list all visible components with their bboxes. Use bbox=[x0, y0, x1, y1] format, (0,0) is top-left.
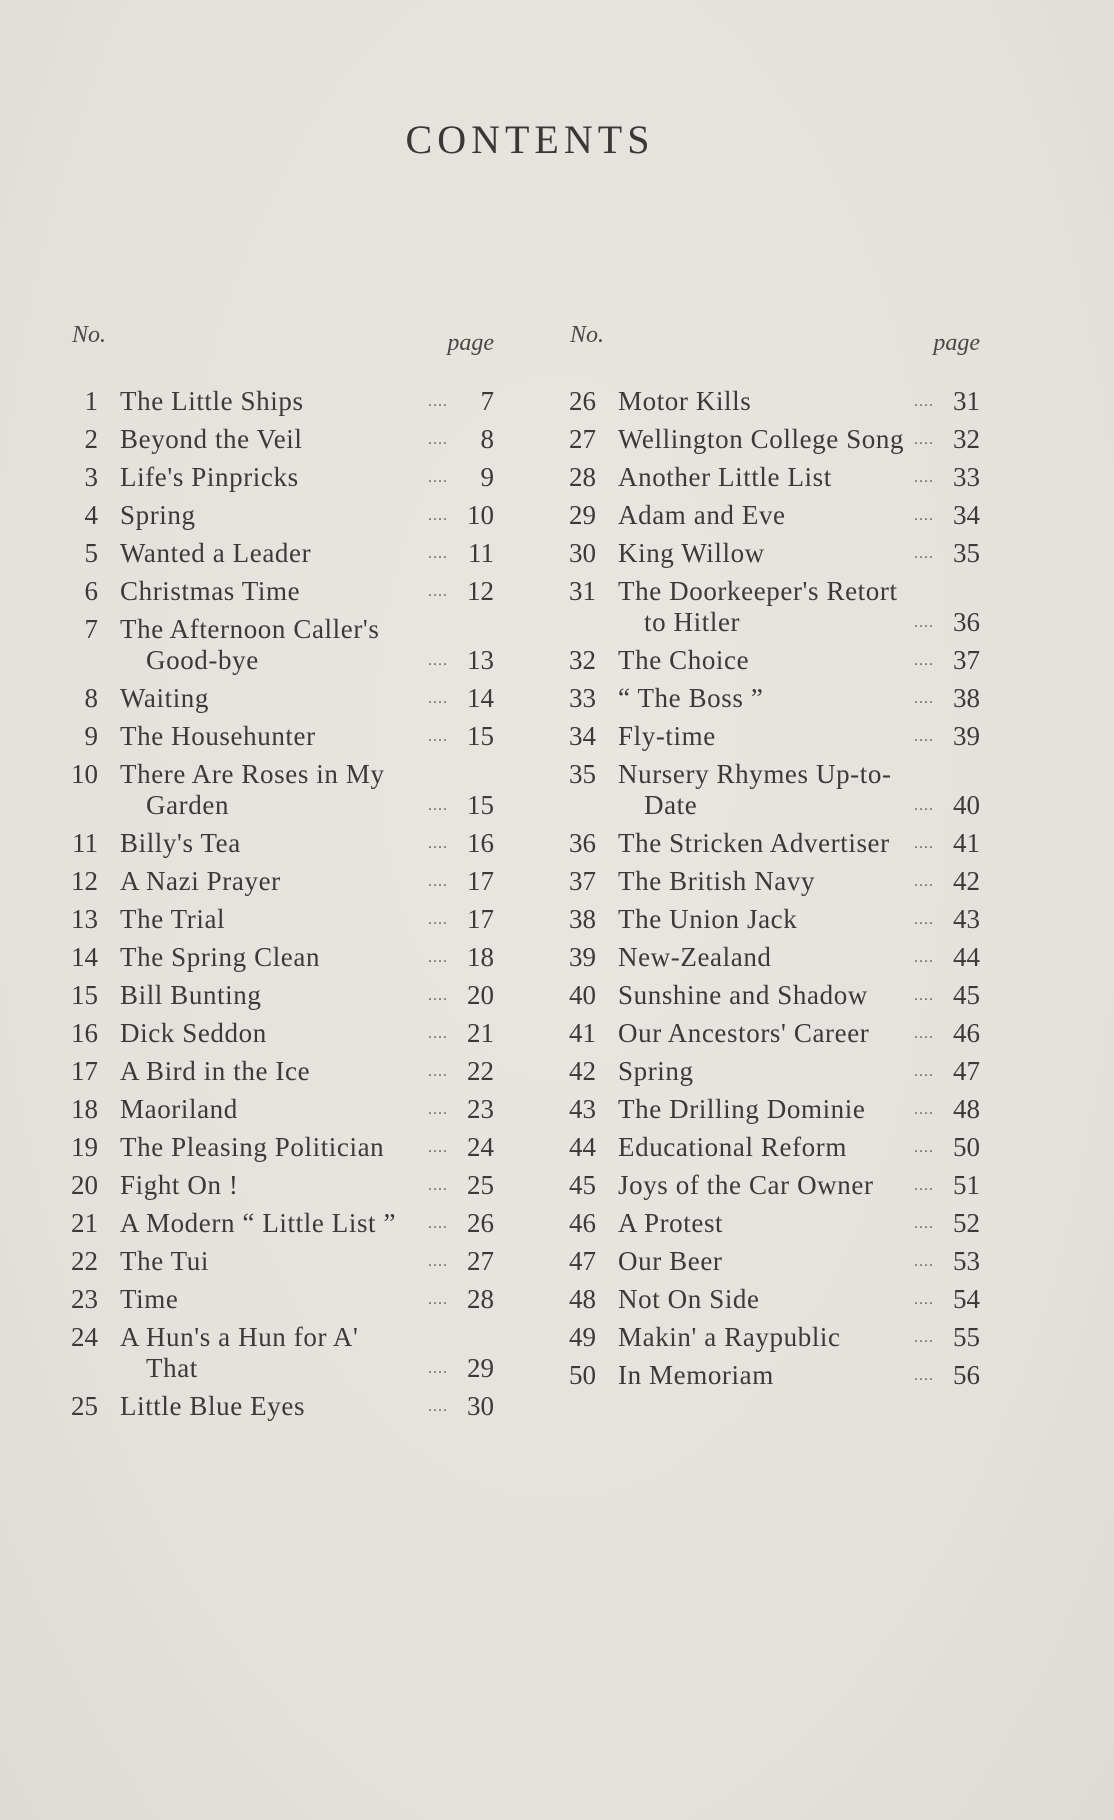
entry-title: New-Zealand bbox=[618, 942, 772, 972]
entry-title: Spring bbox=[618, 1056, 694, 1086]
entry-number: 12 bbox=[71, 866, 98, 896]
entry-number: 27 bbox=[569, 424, 596, 454]
entry-number: 45 bbox=[569, 1170, 596, 1200]
entry-number: 41 bbox=[569, 1018, 596, 1048]
entry-number: 28 bbox=[569, 462, 596, 492]
entry-title: The Househunter bbox=[120, 721, 316, 751]
entry-number: 18 bbox=[71, 1094, 98, 1124]
entry-number: 9 bbox=[84, 721, 98, 751]
leader-dots: .... bbox=[914, 1177, 934, 1194]
entry-title-continuation: to Hitler bbox=[644, 607, 741, 637]
entry-title-continuation: Date bbox=[644, 790, 698, 820]
contents-entry bbox=[58, 614, 494, 676]
contents-entry bbox=[58, 462, 494, 493]
contents-entry bbox=[556, 683, 980, 714]
leader-dots: .... bbox=[428, 1398, 448, 1415]
entry-page-number: 29 bbox=[467, 1353, 494, 1383]
entry-number: 47 bbox=[569, 1246, 596, 1276]
leader-dots: .... bbox=[914, 1101, 934, 1118]
page-title: CONTENTS bbox=[405, 117, 655, 162]
entry-title: Fight On ! bbox=[120, 1170, 239, 1200]
entry-page-number: 17 bbox=[467, 904, 494, 934]
entry-title: Wellington College Song bbox=[618, 424, 905, 454]
entry-page-number: 43 bbox=[953, 904, 980, 934]
entry-number: 5 bbox=[84, 538, 98, 568]
contents-column-right bbox=[556, 318, 980, 1398]
contents-entry bbox=[556, 1132, 980, 1163]
entry-number: 21 bbox=[71, 1208, 98, 1238]
entry-page-number: 12 bbox=[467, 576, 494, 606]
contents-entry bbox=[556, 500, 980, 531]
leader-dots: .... bbox=[428, 690, 448, 707]
contents-entry bbox=[556, 1018, 980, 1049]
contents-entry bbox=[556, 462, 980, 493]
entry-number: 4 bbox=[84, 500, 98, 530]
entry-title: Little Blue Eyes bbox=[120, 1391, 306, 1421]
contents-entry bbox=[556, 942, 980, 973]
entry-number: 7 bbox=[84, 614, 98, 644]
entry-number: 46 bbox=[569, 1208, 596, 1238]
entry-title-continuation: Good-bye bbox=[146, 645, 259, 675]
leader-dots: .... bbox=[914, 1025, 934, 1042]
entry-number: 24 bbox=[71, 1322, 98, 1352]
leader-dots: .... bbox=[914, 1253, 934, 1270]
entry-title: Dick Seddon bbox=[120, 1018, 267, 1048]
entry-page-number: 45 bbox=[953, 980, 980, 1010]
contents-entry bbox=[58, 683, 494, 714]
leader-dots: .... bbox=[428, 431, 448, 448]
contents-entry bbox=[556, 904, 980, 935]
leader-dots: .... bbox=[428, 1139, 448, 1156]
contents-entry bbox=[556, 1094, 980, 1125]
contents-entry bbox=[58, 1391, 494, 1422]
entry-title: A Hun's a Hun for A' bbox=[120, 1322, 359, 1352]
contents-entry bbox=[58, 942, 494, 973]
leader-dots: .... bbox=[428, 652, 448, 669]
entry-title: Motor Kills bbox=[618, 386, 752, 416]
entry-title: The Stricken Advertiser bbox=[618, 828, 890, 858]
entry-number: 44 bbox=[569, 1132, 596, 1162]
leader-dots: .... bbox=[428, 873, 448, 890]
leader-dots: .... bbox=[428, 1253, 448, 1270]
contents-entry bbox=[58, 1056, 494, 1087]
contents-entry bbox=[556, 386, 980, 417]
entry-number: 13 bbox=[71, 904, 98, 934]
entry-page-number: 34 bbox=[953, 500, 980, 530]
entry-title: The British Navy bbox=[618, 866, 816, 896]
entry-title: Life's Pinpricks bbox=[120, 462, 299, 492]
entry-number: 25 bbox=[71, 1391, 98, 1421]
leader-dots: .... bbox=[428, 911, 448, 928]
entry-number: 6 bbox=[84, 576, 98, 606]
entry-title: There Are Roses in My bbox=[120, 759, 385, 789]
entry-number: 2 bbox=[84, 424, 98, 454]
leader-dots: .... bbox=[914, 614, 934, 631]
entry-number: 1 bbox=[84, 386, 98, 416]
entry-title: Makin' a Raypublic bbox=[618, 1322, 841, 1352]
contents-entry bbox=[58, 721, 494, 752]
leader-dots: .... bbox=[914, 1215, 934, 1232]
page-header: page bbox=[933, 330, 980, 356]
contents-entry bbox=[58, 828, 494, 859]
entry-title: Adam and Eve bbox=[618, 500, 786, 530]
entry-title: Spring bbox=[120, 500, 196, 530]
no-header: No. bbox=[72, 322, 107, 348]
leader-dots: .... bbox=[428, 1177, 448, 1194]
entry-title: Time bbox=[120, 1284, 179, 1314]
entry-number: 48 bbox=[569, 1284, 596, 1314]
entry-number: 43 bbox=[569, 1094, 596, 1124]
leader-dots: .... bbox=[914, 1139, 934, 1156]
contents-entry bbox=[58, 1322, 494, 1384]
contents-entry bbox=[58, 1170, 494, 1201]
entry-title: Sunshine and Shadow bbox=[618, 980, 868, 1010]
leader-dots: .... bbox=[914, 1329, 934, 1346]
leader-dots: .... bbox=[914, 545, 934, 562]
leader-dots: .... bbox=[914, 1367, 934, 1384]
leader-dots: .... bbox=[914, 469, 934, 486]
leader-dots: .... bbox=[914, 873, 934, 890]
entry-number: 36 bbox=[569, 828, 596, 858]
entry-page-number: 48 bbox=[953, 1094, 980, 1124]
entry-title: The Choice bbox=[618, 645, 750, 675]
entry-page-number: 52 bbox=[953, 1208, 980, 1238]
contents-entry bbox=[556, 759, 980, 821]
entry-page-number: 42 bbox=[953, 866, 980, 896]
entry-page-number: 44 bbox=[953, 942, 980, 972]
entry-title: Educational Reform bbox=[618, 1132, 847, 1162]
entry-number: 38 bbox=[569, 904, 596, 934]
entry-list bbox=[556, 386, 980, 1391]
entry-number: 16 bbox=[71, 1018, 98, 1048]
entry-number: 33 bbox=[569, 683, 596, 713]
entry-title: Our Beer bbox=[618, 1246, 723, 1276]
leader-dots: .... bbox=[914, 431, 934, 448]
entry-title: Maoriland bbox=[120, 1094, 238, 1124]
contents-column-left bbox=[58, 318, 494, 1429]
column-header bbox=[58, 318, 494, 386]
contents-entry bbox=[58, 500, 494, 531]
entry-number: 3 bbox=[84, 462, 98, 492]
entry-number: 15 bbox=[71, 980, 98, 1010]
leader-dots: .... bbox=[428, 987, 448, 1004]
entry-number: 40 bbox=[569, 980, 596, 1010]
contents-entry bbox=[58, 538, 494, 569]
entry-number: 31 bbox=[569, 576, 596, 606]
entry-number: 42 bbox=[569, 1056, 596, 1086]
entry-number: 22 bbox=[71, 1246, 98, 1276]
entry-number: 8 bbox=[84, 683, 98, 713]
leader-dots: .... bbox=[914, 1291, 934, 1308]
entry-page-number: 13 bbox=[467, 645, 494, 675]
entry-number: 30 bbox=[569, 538, 596, 568]
entry-page-number: 9 bbox=[480, 462, 494, 492]
entry-page-number: 39 bbox=[953, 721, 980, 751]
contents-entry bbox=[556, 1170, 980, 1201]
entry-page-number: 17 bbox=[467, 866, 494, 896]
leader-dots: .... bbox=[428, 949, 448, 966]
contents-entry bbox=[556, 721, 980, 752]
leader-dots: .... bbox=[914, 797, 934, 814]
entry-page-number: 10 bbox=[467, 500, 494, 530]
entry-page-number: 35 bbox=[953, 538, 980, 568]
contents-entry bbox=[58, 866, 494, 897]
leader-dots: .... bbox=[428, 835, 448, 852]
leader-dots: .... bbox=[428, 1101, 448, 1118]
entry-page-number: 53 bbox=[953, 1246, 980, 1276]
entry-title: Not On Side bbox=[618, 1284, 760, 1314]
contents-entry bbox=[556, 576, 980, 638]
entry-number: 20 bbox=[71, 1170, 98, 1200]
entry-title: The Spring Clean bbox=[120, 942, 321, 972]
contents-entry bbox=[556, 645, 980, 676]
entry-title: Joys of the Car Owner bbox=[618, 1170, 874, 1200]
contents-entry bbox=[556, 1246, 980, 1277]
entry-page-number: 25 bbox=[467, 1170, 494, 1200]
entry-page-number: 23 bbox=[467, 1094, 494, 1124]
entry-number: 32 bbox=[569, 645, 596, 675]
leader-dots: .... bbox=[428, 1291, 448, 1308]
entry-number: 23 bbox=[71, 1284, 98, 1314]
contents-entry bbox=[58, 386, 494, 417]
entry-page-number: 33 bbox=[953, 462, 980, 492]
contents-entry bbox=[58, 1284, 494, 1315]
entry-number: 34 bbox=[569, 721, 596, 751]
leader-dots: .... bbox=[428, 545, 448, 562]
entry-title: A Nazi Prayer bbox=[120, 866, 281, 896]
entry-title: “ The Boss ” bbox=[618, 683, 764, 713]
entry-title: A Bird in the Ice bbox=[120, 1056, 311, 1086]
contents-entry bbox=[58, 1132, 494, 1163]
entry-title: Another Little List bbox=[618, 462, 832, 492]
entry-page-number: 20 bbox=[467, 980, 494, 1010]
entry-number: 14 bbox=[71, 942, 98, 972]
leader-dots: .... bbox=[914, 728, 934, 745]
leader-dots: .... bbox=[428, 393, 448, 410]
entry-title: Beyond the Veil bbox=[120, 424, 303, 454]
entry-number: 50 bbox=[569, 1360, 596, 1390]
entry-number: 35 bbox=[569, 759, 596, 789]
contents-entry bbox=[556, 866, 980, 897]
entry-page-number: 36 bbox=[953, 607, 980, 637]
contents-entry bbox=[58, 980, 494, 1011]
contents-entry bbox=[556, 828, 980, 859]
entry-page-number: 15 bbox=[467, 721, 494, 751]
entry-number: 49 bbox=[569, 1322, 596, 1352]
leader-dots: .... bbox=[914, 987, 934, 1004]
entry-page-number: 46 bbox=[953, 1018, 980, 1048]
leader-dots: .... bbox=[914, 911, 934, 928]
entry-page-number: 24 bbox=[467, 1132, 494, 1162]
leader-dots: .... bbox=[428, 507, 448, 524]
entry-title: Bill Bunting bbox=[120, 980, 262, 1010]
leader-dots: .... bbox=[428, 1360, 448, 1377]
entry-number: 26 bbox=[569, 386, 596, 416]
entry-title: The Trial bbox=[120, 904, 226, 934]
contents-entry bbox=[58, 1208, 494, 1239]
entry-title: A Modern “ Little List ” bbox=[120, 1208, 397, 1238]
leader-dots: .... bbox=[428, 1025, 448, 1042]
entry-page-number: 18 bbox=[467, 942, 494, 972]
entry-number: 19 bbox=[71, 1132, 98, 1162]
contents-entry bbox=[556, 1322, 980, 1353]
entry-page-number: 30 bbox=[467, 1391, 494, 1421]
leader-dots: .... bbox=[914, 835, 934, 852]
entry-title: The Afternoon Caller's bbox=[120, 614, 380, 644]
entry-title: The Pleasing Politician bbox=[120, 1132, 385, 1162]
leader-dots: .... bbox=[428, 583, 448, 600]
entry-page-number: 32 bbox=[953, 424, 980, 454]
entry-page-number: 51 bbox=[953, 1170, 980, 1200]
leader-dots: .... bbox=[914, 1063, 934, 1080]
contents-entry bbox=[556, 1284, 980, 1315]
entry-title: Wanted a Leader bbox=[120, 538, 312, 568]
leader-dots: .... bbox=[428, 797, 448, 814]
entry-number: 11 bbox=[72, 828, 98, 858]
leader-dots: .... bbox=[914, 949, 934, 966]
leader-dots: .... bbox=[428, 1063, 448, 1080]
entry-page-number: 56 bbox=[953, 1360, 980, 1390]
entry-number: 37 bbox=[569, 866, 596, 896]
entry-page-number: 28 bbox=[467, 1284, 494, 1314]
leader-dots: .... bbox=[914, 652, 934, 669]
entry-title: Fly-time bbox=[618, 721, 716, 751]
entry-page-number: 15 bbox=[467, 790, 494, 820]
entry-page-number: 16 bbox=[467, 828, 494, 858]
entry-page-number: 37 bbox=[953, 645, 980, 675]
leader-dots: .... bbox=[428, 728, 448, 745]
leader-dots: .... bbox=[914, 690, 934, 707]
entry-list bbox=[58, 386, 494, 1422]
contents-entry bbox=[58, 1094, 494, 1125]
entry-title: The Little Ships bbox=[120, 386, 304, 416]
contents-entry bbox=[556, 980, 980, 1011]
contents-entry bbox=[556, 1056, 980, 1087]
entry-page-number: 50 bbox=[953, 1132, 980, 1162]
entry-page-number: 38 bbox=[953, 683, 980, 713]
entry-number: 17 bbox=[71, 1056, 98, 1086]
entry-number: 39 bbox=[569, 942, 596, 972]
entry-page-number: 14 bbox=[467, 683, 494, 713]
entry-title: A Protest bbox=[618, 1208, 724, 1238]
entry-title: Our Ancestors' Career bbox=[618, 1018, 870, 1048]
entry-title: In Memoriam bbox=[618, 1360, 774, 1390]
contents-entry bbox=[58, 424, 494, 455]
entry-title: Christmas Time bbox=[120, 576, 301, 606]
contents-entry bbox=[556, 1208, 980, 1239]
entry-number: 29 bbox=[569, 500, 596, 530]
entry-title: King Willow bbox=[618, 538, 765, 568]
entry-title: The Tui bbox=[120, 1246, 209, 1276]
entry-title-continuation: That bbox=[146, 1353, 198, 1383]
entry-title-continuation: Garden bbox=[146, 790, 230, 820]
no-header: No. bbox=[570, 322, 605, 348]
contents-entry bbox=[556, 424, 980, 455]
leader-dots: .... bbox=[428, 469, 448, 486]
entry-page-number: 26 bbox=[467, 1208, 494, 1238]
contents-entry bbox=[58, 1018, 494, 1049]
entry-title: Nursery Rhymes Up-to- bbox=[618, 759, 892, 789]
leader-dots: .... bbox=[914, 393, 934, 410]
contents-entry bbox=[58, 576, 494, 607]
entry-number: 10 bbox=[71, 759, 98, 789]
entry-title: Billy's Tea bbox=[120, 828, 241, 858]
entry-title: The Drilling Dominie bbox=[618, 1094, 866, 1124]
entry-title: The Doorkeeper's Retort bbox=[618, 576, 898, 606]
entry-page-number: 27 bbox=[467, 1246, 494, 1276]
contents-entry bbox=[58, 904, 494, 935]
entry-page-number: 55 bbox=[953, 1322, 980, 1352]
contents-entry bbox=[556, 1360, 980, 1391]
column-header bbox=[556, 318, 980, 386]
contents-entry bbox=[58, 759, 494, 821]
entry-page-number: 47 bbox=[953, 1056, 980, 1086]
entry-page-number: 8 bbox=[480, 424, 494, 454]
leader-dots: .... bbox=[914, 507, 934, 524]
entry-page-number: 11 bbox=[468, 538, 494, 568]
entry-page-number: 7 bbox=[480, 386, 494, 416]
entry-title: Waiting bbox=[120, 683, 210, 713]
contents-entry bbox=[556, 538, 980, 569]
leader-dots: .... bbox=[428, 1215, 448, 1232]
page-header: page bbox=[447, 330, 494, 356]
entry-page-number: 21 bbox=[467, 1018, 494, 1048]
contents-entry bbox=[58, 1246, 494, 1277]
entry-page-number: 22 bbox=[467, 1056, 494, 1086]
entry-title: The Union Jack bbox=[618, 904, 798, 934]
entry-page-number: 54 bbox=[953, 1284, 980, 1314]
entry-page-number: 41 bbox=[953, 828, 980, 858]
entry-page-number: 40 bbox=[953, 790, 980, 820]
entry-page-number: 31 bbox=[953, 386, 980, 416]
